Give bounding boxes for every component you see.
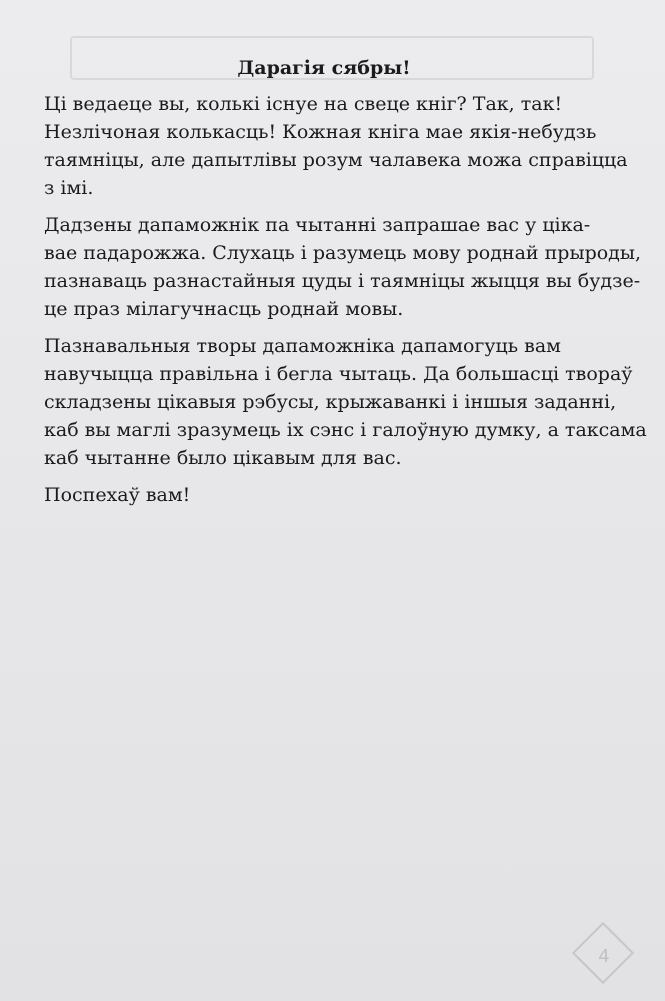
- paragraph-3-line-1: Пазнавальныя творы дапаможніка дапамогуць вам: [44, 335, 561, 357]
- paragraph-3-line-3: складзены цікавыя рэбусы, крыжаванкі і іншыя заданні,: [44, 391, 617, 413]
- paragraph-1-line-2: Незлічоная колькасць! Кожная кніга мае якія-небудзь: [44, 121, 597, 143]
- paragraph-3-line-2: навучыцца правільна і бегла чытаць. Да большасці твораў: [44, 363, 633, 385]
- paragraph-2-line-1: Дадзены дапаможнік па чытанні запрашае вас у цікa-: [44, 214, 591, 236]
- paragraph-1-line-3: таямніцы, але дапытлівы розум чалавека можа справіцца: [44, 149, 628, 171]
- paragraph-3-line-5: каб чытанне было цікавым для вас.: [44, 447, 402, 469]
- paragraph-2-line-2: вае падарожжа. Слухаць і разумець мову роднай прыроды,: [44, 242, 642, 264]
- paragraph-2-line-4: це праз мілагучнасць роднай мовы.: [44, 298, 404, 320]
- document-body: [44, 54, 647, 518]
- page-number: 4: [598, 946, 610, 967]
- paragraph-4-line-1: Поспехаў вам!: [44, 484, 191, 506]
- paragraph-1-line-1: Ці ведаеце вы, колькі існуе на свеце кніг? Так, так!: [44, 93, 563, 115]
- paragraph-3-line-4: каб вы маглі зразумець іх сэнс і галоўную думку, а таксама: [44, 419, 647, 441]
- paragraph-1: [44, 90, 628, 202]
- paragraph-1-line-4: з імі.: [44, 177, 94, 199]
- paragraph-2: [44, 211, 642, 323]
- paragraph-2-line-3: пазнаваць разнастайныя цуды і таямніцы жыцця вы будзе-: [44, 270, 641, 292]
- document-title: Дарагія сябры!: [237, 57, 411, 79]
- paragraph-4: [44, 481, 604, 509]
- paragraph-3: [44, 332, 647, 472]
